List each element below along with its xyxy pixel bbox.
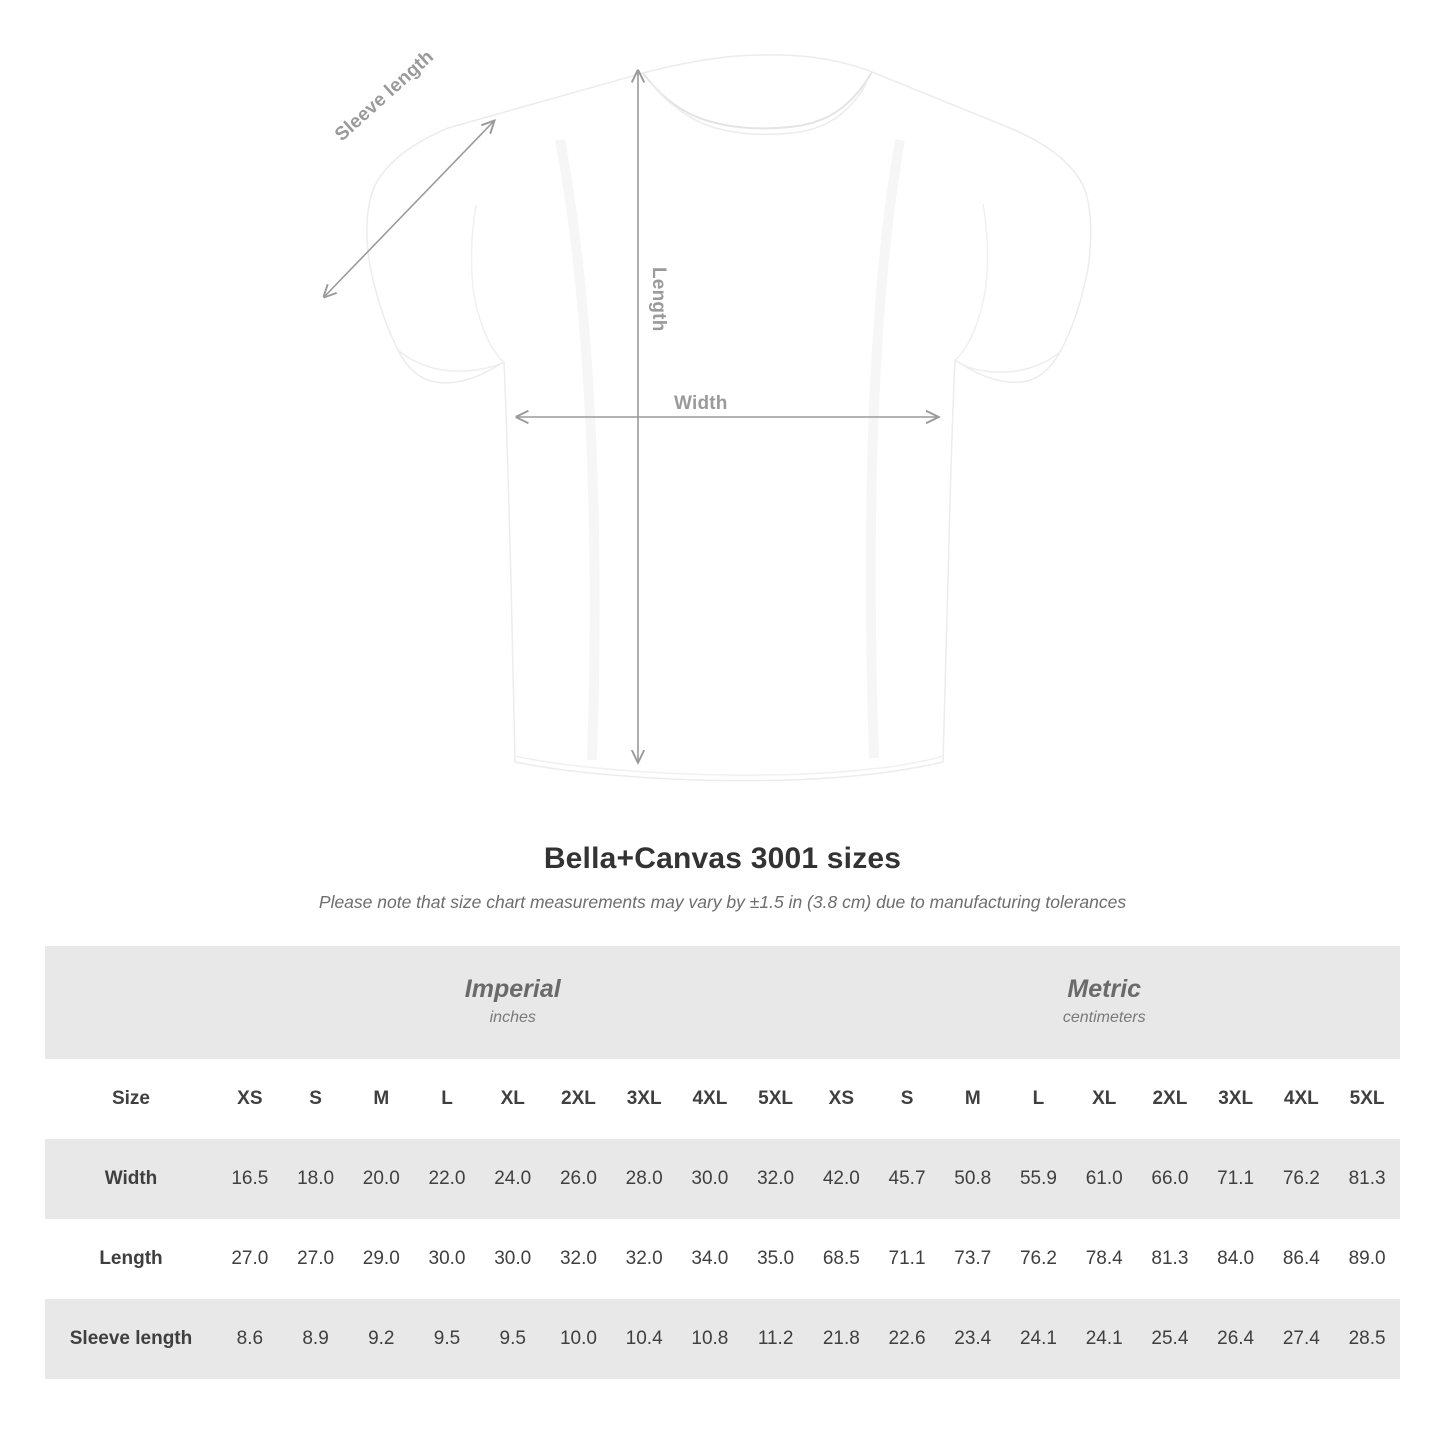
cell-width-1: 18.0: [283, 1139, 349, 1219]
table-row-sleeve-length: [45, 1299, 1400, 1379]
cell-sleeve-16: 27.4: [1269, 1299, 1335, 1379]
cell-sleeve-6: 10.4: [611, 1299, 677, 1379]
header-size-3xl-imperial: 3XL: [611, 1059, 677, 1139]
cell-width-15: 71.1: [1203, 1139, 1269, 1219]
header-size-m-metric: M: [940, 1059, 1006, 1139]
unit-imperial-sub: inches: [489, 1009, 536, 1027]
row-label-length: Length: [45, 1219, 217, 1299]
cell-width-3: 22.0: [414, 1139, 480, 1219]
cell-width-16: 76.2: [1269, 1139, 1335, 1219]
cell-width-8: 32.0: [743, 1139, 809, 1219]
unit-metric-name: Metric: [1067, 975, 1142, 1004]
header-size-xl-metric: XL: [1071, 1059, 1137, 1139]
cell-sleeve-8: 11.2: [743, 1299, 809, 1379]
width-label: Width: [674, 393, 728, 414]
unit-metric-sub: centimeters: [1062, 1009, 1146, 1027]
cell-width-7: 30.0: [677, 1139, 743, 1219]
header-size-xl-imperial: XL: [480, 1059, 546, 1139]
cell-width-0: 16.5: [217, 1139, 283, 1219]
length-label: Length: [648, 267, 669, 332]
cell-sleeve-3: 9.5: [414, 1299, 480, 1379]
cell-sleeve-12: 24.1: [1006, 1299, 1072, 1379]
header-size: Size: [45, 1059, 217, 1139]
header-size-s-metric: S: [874, 1059, 940, 1139]
cell-length-9: 68.5: [808, 1219, 874, 1299]
header-size-4xl-imperial: 4XL: [677, 1059, 743, 1139]
header-size-l-imperial: L: [414, 1059, 480, 1139]
header-size-s-imperial: S: [283, 1059, 349, 1139]
cell-sleeve-7: 10.8: [677, 1299, 743, 1379]
cell-sleeve-9: 21.8: [808, 1299, 874, 1379]
size-table: [45, 946, 1400, 1379]
cell-sleeve-14: 25.4: [1137, 1299, 1203, 1379]
cell-sleeve-4: 9.5: [480, 1299, 546, 1379]
cell-width-9: 42.0: [808, 1139, 874, 1219]
unit-metric: [808, 946, 1400, 1059]
cell-width-10: 45.7: [874, 1139, 940, 1219]
cell-width-13: 61.0: [1071, 1139, 1137, 1219]
cell-length-0: 27.0: [217, 1219, 283, 1299]
cell-sleeve-5: 10.0: [546, 1299, 612, 1379]
cell-sleeve-15: 26.4: [1203, 1299, 1269, 1379]
row-label-sleeve-length: Sleeve length: [45, 1299, 217, 1379]
unit-band-spacer: [45, 946, 217, 1059]
cell-length-2: 29.0: [348, 1219, 414, 1299]
cell-length-6: 32.0: [611, 1219, 677, 1299]
header-size-2xl-imperial: 2XL: [546, 1059, 612, 1139]
cell-length-11: 73.7: [940, 1219, 1006, 1299]
unit-imperial-name: Imperial: [464, 975, 561, 1004]
cell-length-3: 30.0: [414, 1219, 480, 1299]
cell-length-17: 89.0: [1334, 1219, 1400, 1299]
cell-length-7: 34.0: [677, 1219, 743, 1299]
cell-length-13: 78.4: [1071, 1219, 1137, 1299]
header-size-m-imperial: M: [348, 1059, 414, 1139]
sleeve-length-label: Sleeve length: [331, 46, 439, 146]
table-row-length: [45, 1219, 1400, 1299]
header-size-5xl-imperial: 5XL: [743, 1059, 809, 1139]
cell-width-17: 81.3: [1334, 1139, 1400, 1219]
cell-sleeve-11: 23.4: [940, 1299, 1006, 1379]
cell-width-4: 24.0: [480, 1139, 546, 1219]
cell-sleeve-1: 8.9: [283, 1299, 349, 1379]
size-table-wrap: [45, 946, 1400, 1379]
header-size-xs-imperial: XS: [217, 1059, 283, 1139]
cell-length-4: 30.0: [480, 1219, 546, 1299]
cell-length-1: 27.0: [283, 1219, 349, 1299]
unit-band-row: [45, 946, 1400, 1059]
cell-width-5: 26.0: [546, 1139, 612, 1219]
cell-sleeve-13: 24.1: [1071, 1299, 1137, 1379]
cell-width-6: 28.0: [611, 1139, 677, 1219]
header-size-5xl-metric: 5XL: [1334, 1059, 1400, 1139]
cell-width-14: 66.0: [1137, 1139, 1203, 1219]
header-size-3xl-metric: 3XL: [1203, 1059, 1269, 1139]
header-size-l-metric: L: [1006, 1059, 1072, 1139]
cell-length-16: 86.4: [1269, 1219, 1335, 1299]
cell-length-8: 35.0: [743, 1219, 809, 1299]
cell-sleeve-2: 9.2: [348, 1299, 414, 1379]
cell-length-12: 76.2: [1006, 1219, 1072, 1299]
cell-width-2: 20.0: [348, 1139, 414, 1219]
cell-sleeve-0: 8.6: [217, 1299, 283, 1379]
unit-imperial: [217, 946, 808, 1059]
page-title: Bella+Canvas 3001 sizes: [543, 842, 902, 875]
header-size-4xl-metric: 4XL: [1269, 1059, 1335, 1139]
row-label-width: Width: [45, 1139, 217, 1219]
cell-length-5: 32.0: [546, 1219, 612, 1299]
cell-length-14: 81.3: [1137, 1219, 1203, 1299]
table-header-row: [45, 1059, 1400, 1139]
cell-sleeve-17: 28.5: [1334, 1299, 1400, 1379]
cell-sleeve-10: 22.6: [874, 1299, 940, 1379]
cell-length-15: 84.0: [1203, 1219, 1269, 1299]
header-size-xs-metric: XS: [808, 1059, 874, 1139]
cell-length-10: 71.1: [874, 1219, 940, 1299]
cell-width-12: 55.9: [1006, 1139, 1072, 1219]
cell-width-11: 50.8: [940, 1139, 1006, 1219]
table-row-width: [45, 1139, 1400, 1219]
header-size-2xl-metric: 2XL: [1137, 1059, 1203, 1139]
tolerance-note: Please note that size chart measurements may vary by ±1.5 in (3.8 cm) due to manufacturing tolerances: [318, 892, 1127, 912]
